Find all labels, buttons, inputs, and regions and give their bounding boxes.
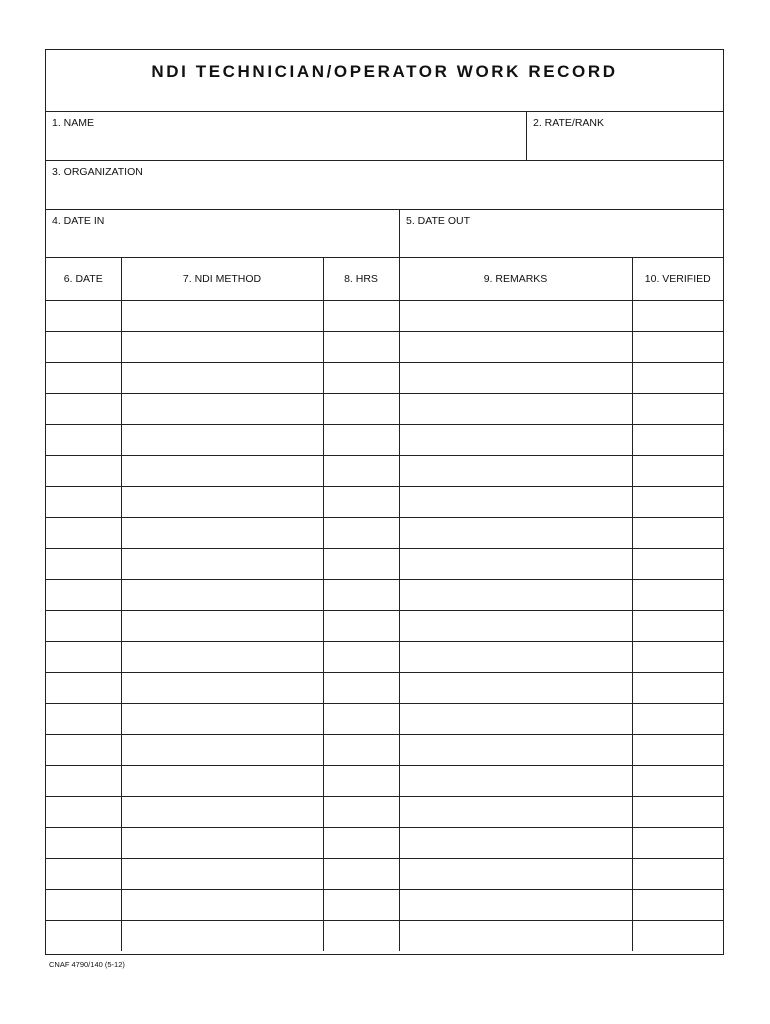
ndi-method-cell-input[interactable] [122,549,323,579]
hrs-cell-input[interactable] [324,642,399,672]
table-row [46,580,723,611]
verified-column-header: 10. VERIFIED [632,258,723,301]
remarks-cell[interactable] [399,890,632,921]
table-row [46,456,723,487]
table-body [46,301,723,952]
verified-cell[interactable] [632,642,723,673]
date-column-header: 6. DATE [46,258,121,301]
hrs-cell[interactable] [323,859,399,890]
date-cell-input[interactable] [46,611,121,641]
verified-cell[interactable] [632,828,723,859]
verified-cell[interactable] [632,394,723,425]
remarks-cell[interactable] [399,549,632,580]
hrs-cell[interactable] [323,301,399,332]
remarks-cell-input[interactable] [400,859,632,889]
ndi-method-cell-input[interactable] [122,456,323,486]
rate-rank-input[interactable] [533,134,717,156]
table-header-row [46,258,723,301]
hrs-cell[interactable] [323,642,399,673]
verified-cell-input[interactable] [633,487,724,517]
ndi-method-cell-input[interactable] [122,642,323,672]
table-row [46,673,723,704]
ndi-method-cell-input[interactable] [122,611,323,641]
ndi-method-cell[interactable] [121,332,323,363]
verified-cell[interactable] [632,611,723,642]
ndi-method-cell-input[interactable] [122,394,323,424]
table-row [46,611,723,642]
hrs-cell[interactable] [323,332,399,363]
title-box [46,50,723,112]
verified-cell[interactable] [632,487,723,518]
verified-cell-input[interactable] [633,425,724,455]
rate-rank-field[interactable] [527,112,723,161]
verified-cell-input[interactable] [633,394,724,424]
table-row [46,890,723,921]
ndi-method-cell[interactable] [121,518,323,549]
table-row [46,425,723,456]
hrs-cell-input[interactable] [324,735,399,765]
date-cell-input[interactable] [46,890,121,920]
hrs-cell-input[interactable] [324,425,399,455]
hrs-cell-input[interactable] [324,518,399,548]
ndi-method-cell-input[interactable] [122,797,323,827]
remarks-cell[interactable] [399,921,632,952]
date-cell[interactable] [46,518,121,549]
remarks-cell[interactable] [399,394,632,425]
hrs-cell[interactable] [323,549,399,580]
remarks-column-header: 9. REMARKS [399,258,632,301]
verified-cell[interactable] [632,859,723,890]
remarks-cell-input[interactable] [400,580,632,610]
hrs-cell[interactable] [323,363,399,394]
verified-cell[interactable] [632,456,723,487]
remarks-cell[interactable] [399,518,632,549]
verified-cell[interactable] [632,890,723,921]
verified-cell-input[interactable] [633,611,724,641]
remarks-cell[interactable] [399,704,632,735]
remarks-cell[interactable] [399,859,632,890]
remarks-cell-input[interactable] [400,704,632,734]
name-input[interactable] [52,134,520,156]
ndi-method-cell-input[interactable] [122,301,323,331]
remarks-cell-input[interactable] [400,735,632,765]
date-in-field[interactable] [46,210,399,258]
hrs-cell[interactable] [323,425,399,456]
verified-cell-input[interactable] [633,642,724,672]
date-cell[interactable] [46,580,121,611]
date-out-field[interactable] [400,210,723,258]
hrs-cell-input[interactable] [324,301,399,331]
remarks-cell[interactable] [399,332,632,363]
verified-cell-input[interactable] [633,766,724,796]
ndi-method-cell-input[interactable] [122,766,323,796]
verified-cell[interactable] [632,797,723,828]
hrs-cell-input[interactable] [324,828,399,858]
date-cell[interactable] [46,332,121,363]
table-row [46,704,723,735]
verified-cell[interactable] [632,518,723,549]
hrs-cell[interactable] [323,704,399,735]
remarks-cell-input[interactable] [400,642,632,672]
verified-cell-input[interactable] [633,518,724,548]
date-out-label: 5. DATE OUT [406,215,470,227]
work-log-table [46,258,723,951]
hrs-cell-input[interactable] [324,456,399,486]
verified-cell[interactable] [632,921,723,952]
remarks-cell-input[interactable] [400,456,632,486]
verified-cell[interactable] [632,766,723,797]
rate-rank-label: 2. RATE/RANK [533,117,604,129]
remarks-cell[interactable] [399,363,632,394]
verified-cell[interactable] [632,549,723,580]
hrs-cell-input[interactable] [324,549,399,579]
table-row [46,549,723,580]
remarks-cell[interactable] [399,611,632,642]
ndi-method-cell-input[interactable] [122,487,323,517]
remarks-cell[interactable] [399,828,632,859]
hrs-cell[interactable] [323,735,399,766]
ndi-method-cell[interactable] [121,890,323,921]
remarks-cell-input[interactable] [400,518,632,548]
ndi-method-cell-input[interactable] [122,890,323,920]
hrs-cell[interactable] [323,580,399,611]
date-in-label: 4. DATE IN [52,215,105,227]
hrs-cell[interactable] [323,487,399,518]
ndi-method-cell[interactable] [121,549,323,580]
hrs-cell[interactable] [323,890,399,921]
remarks-cell-input[interactable] [400,332,632,362]
verified-cell-input[interactable] [633,921,724,951]
date-out-input[interactable] [406,231,717,253]
ndi-method-cell[interactable] [121,673,323,704]
hrs-cell-input[interactable] [324,704,399,734]
remarks-cell-input[interactable] [400,921,632,951]
ndi-method-cell[interactable] [121,921,323,952]
hrs-cell[interactable] [323,921,399,952]
verified-cell[interactable] [632,735,723,766]
date-cell[interactable] [46,828,121,859]
date-cell-input[interactable] [46,549,121,579]
remarks-cell[interactable] [399,487,632,518]
hrs-cell-input[interactable] [324,797,399,827]
date-cell[interactable] [46,859,121,890]
form-title: NDI TECHNICIAN/OPERATOR WORK RECORD [151,62,618,81]
table-row [46,797,723,828]
ndi-method-cell[interactable] [121,425,323,456]
ndi-method-column-header: 7. NDI METHOD [121,258,323,301]
date-cell[interactable] [46,642,121,673]
ndi-method-cell[interactable] [121,456,323,487]
table-row [46,332,723,363]
ndi-method-cell[interactable] [121,363,323,394]
ndi-method-cell[interactable] [121,766,323,797]
organization-label: 3. ORGANIZATION [52,166,143,178]
table-row [46,921,723,952]
table-row [46,518,723,549]
date-cell[interactable] [46,425,121,456]
date-cell[interactable] [46,704,121,735]
hrs-cell-input[interactable] [324,580,399,610]
verified-cell-input[interactable] [633,301,724,331]
date-cell-input[interactable] [46,673,121,703]
verified-cell-input[interactable] [633,704,724,734]
remarks-cell-input[interactable] [400,487,632,517]
date-cell-input[interactable] [46,518,121,548]
remarks-cell-input[interactable] [400,890,632,920]
remarks-cell[interactable] [399,673,632,704]
table-row [46,828,723,859]
date-cell[interactable] [46,766,121,797]
remarks-cell-input[interactable] [400,394,632,424]
remarks-cell-input[interactable] [400,611,632,641]
date-cell-input[interactable] [46,394,121,424]
date-cell[interactable] [46,487,121,518]
remarks-cell[interactable] [399,797,632,828]
ndi-method-cell[interactable] [121,704,323,735]
date-cell-input[interactable] [46,301,121,331]
hrs-cell-input[interactable] [324,921,399,951]
date-cell-input[interactable] [46,859,121,889]
remarks-cell-input[interactable] [400,549,632,579]
date-cell-input[interactable] [46,828,121,858]
ndi-method-cell[interactable] [121,797,323,828]
remarks-cell-input[interactable] [400,828,632,858]
hrs-cell-input[interactable] [324,890,399,920]
date-cell[interactable] [46,611,121,642]
ndi-method-cell-input[interactable] [122,580,323,610]
verified-cell[interactable] [632,363,723,394]
table-row [46,735,723,766]
remarks-cell[interactable] [399,301,632,332]
hrs-cell[interactable] [323,394,399,425]
verified-cell-input[interactable] [633,828,724,858]
ndi-method-cell[interactable] [121,642,323,673]
verified-cell-input[interactable] [633,735,724,765]
hrs-column-header: 8. HRS [323,258,399,301]
hrs-cell[interactable] [323,456,399,487]
verified-cell[interactable] [632,425,723,456]
date-cell[interactable] [46,456,121,487]
hrs-cell[interactable] [323,766,399,797]
hrs-cell[interactable] [323,611,399,642]
date-cell[interactable] [46,735,121,766]
remarks-cell-input[interactable] [400,797,632,827]
verified-cell-input[interactable] [633,549,724,579]
table-row [46,394,723,425]
table-row [46,363,723,394]
ndi-method-cell[interactable] [121,611,323,642]
hrs-cell[interactable] [323,518,399,549]
ndi-method-cell-input[interactable] [122,673,323,703]
hrs-cell[interactable] [323,828,399,859]
remarks-cell[interactable] [399,766,632,797]
ndi-method-cell-input[interactable] [122,921,323,951]
date-cell-input[interactable] [46,363,121,393]
date-cell-input[interactable] [46,735,121,765]
date-cell-input[interactable] [46,766,121,796]
date-cell-input[interactable] [46,704,121,734]
ndi-method-cell[interactable] [121,487,323,518]
hrs-cell-input[interactable] [324,487,399,517]
remarks-cell[interactable] [399,580,632,611]
ndi-method-cell-input[interactable] [122,425,323,455]
date-cell[interactable] [46,890,121,921]
ndi-method-cell[interactable] [121,859,323,890]
remarks-cell[interactable] [399,642,632,673]
remarks-cell-input[interactable] [400,766,632,796]
date-in-input[interactable] [52,231,393,253]
verified-cell-input[interactable] [633,673,724,703]
ndi-method-cell[interactable] [121,301,323,332]
date-cell-input[interactable] [46,921,121,951]
ndi-method-cell-input[interactable] [122,828,323,858]
date-cell-input[interactable] [46,797,121,827]
hrs-cell-input[interactable] [324,766,399,796]
verified-cell-input[interactable] [633,580,724,610]
verified-cell-input[interactable] [633,363,724,393]
verified-cell[interactable] [632,704,723,735]
remarks-cell-input[interactable] [400,673,632,703]
date-cell-input[interactable] [46,580,121,610]
hrs-cell[interactable] [323,673,399,704]
date-cell-input[interactable] [46,487,121,517]
organization-input[interactable] [52,183,717,205]
date-cell[interactable] [46,921,121,952]
verified-cell[interactable] [632,673,723,704]
hrs-cell-input[interactable] [324,363,399,393]
remarks-cell[interactable] [399,456,632,487]
date-cell-input[interactable] [46,456,121,486]
ndi-method-cell-input[interactable] [122,332,323,362]
remarks-cell[interactable] [399,425,632,456]
hrs-cell-input[interactable] [324,394,399,424]
ndi-method-cell-input[interactable] [122,363,323,393]
date-cell[interactable] [46,673,121,704]
ndi-method-cell[interactable] [121,580,323,611]
date-cell[interactable] [46,797,121,828]
date-cell-input[interactable] [46,332,121,362]
verified-cell[interactable] [632,301,723,332]
table-row [46,859,723,890]
verified-cell-input[interactable] [633,890,724,920]
ndi-method-cell-input[interactable] [122,518,323,548]
hrs-cell[interactable] [323,797,399,828]
ndi-method-cell[interactable] [121,828,323,859]
ndi-method-cell-input[interactable] [122,859,323,889]
verified-cell-input[interactable] [633,797,724,827]
ndi-method-cell-input[interactable] [122,704,323,734]
table-row [46,301,723,332]
date-cell-input[interactable] [46,425,121,455]
ndi-method-cell-input[interactable] [122,735,323,765]
ndi-method-cell[interactable] [121,394,323,425]
name-field[interactable] [46,112,526,161]
date-cell[interactable] [46,301,121,332]
organization-field[interactable] [46,161,723,210]
hrs-cell-input[interactable] [324,332,399,362]
hrs-cell-input[interactable] [324,673,399,703]
ndi-method-cell[interactable] [121,735,323,766]
date-cell-input[interactable] [46,642,121,672]
date-cell[interactable] [46,363,121,394]
verified-cell-input[interactable] [633,859,724,889]
remarks-cell-input[interactable] [400,301,632,331]
table-row [46,487,723,518]
remarks-cell-input[interactable] [400,425,632,455]
table-row [46,766,723,797]
date-cell[interactable] [46,549,121,580]
hrs-cell-input[interactable] [324,611,399,641]
verified-cell[interactable] [632,580,723,611]
date-cell[interactable] [46,394,121,425]
work-record-form [45,49,724,955]
remarks-cell[interactable] [399,735,632,766]
verified-cell-input[interactable] [633,456,724,486]
table-row [46,642,723,673]
form-number: CNAF 4790/140 (5-12) [49,960,125,969]
verified-cell[interactable] [632,332,723,363]
hrs-cell-input[interactable] [324,859,399,889]
name-label: 1. NAME [52,117,95,129]
remarks-cell-input[interactable] [400,363,632,393]
verified-cell-input[interactable] [633,332,724,362]
